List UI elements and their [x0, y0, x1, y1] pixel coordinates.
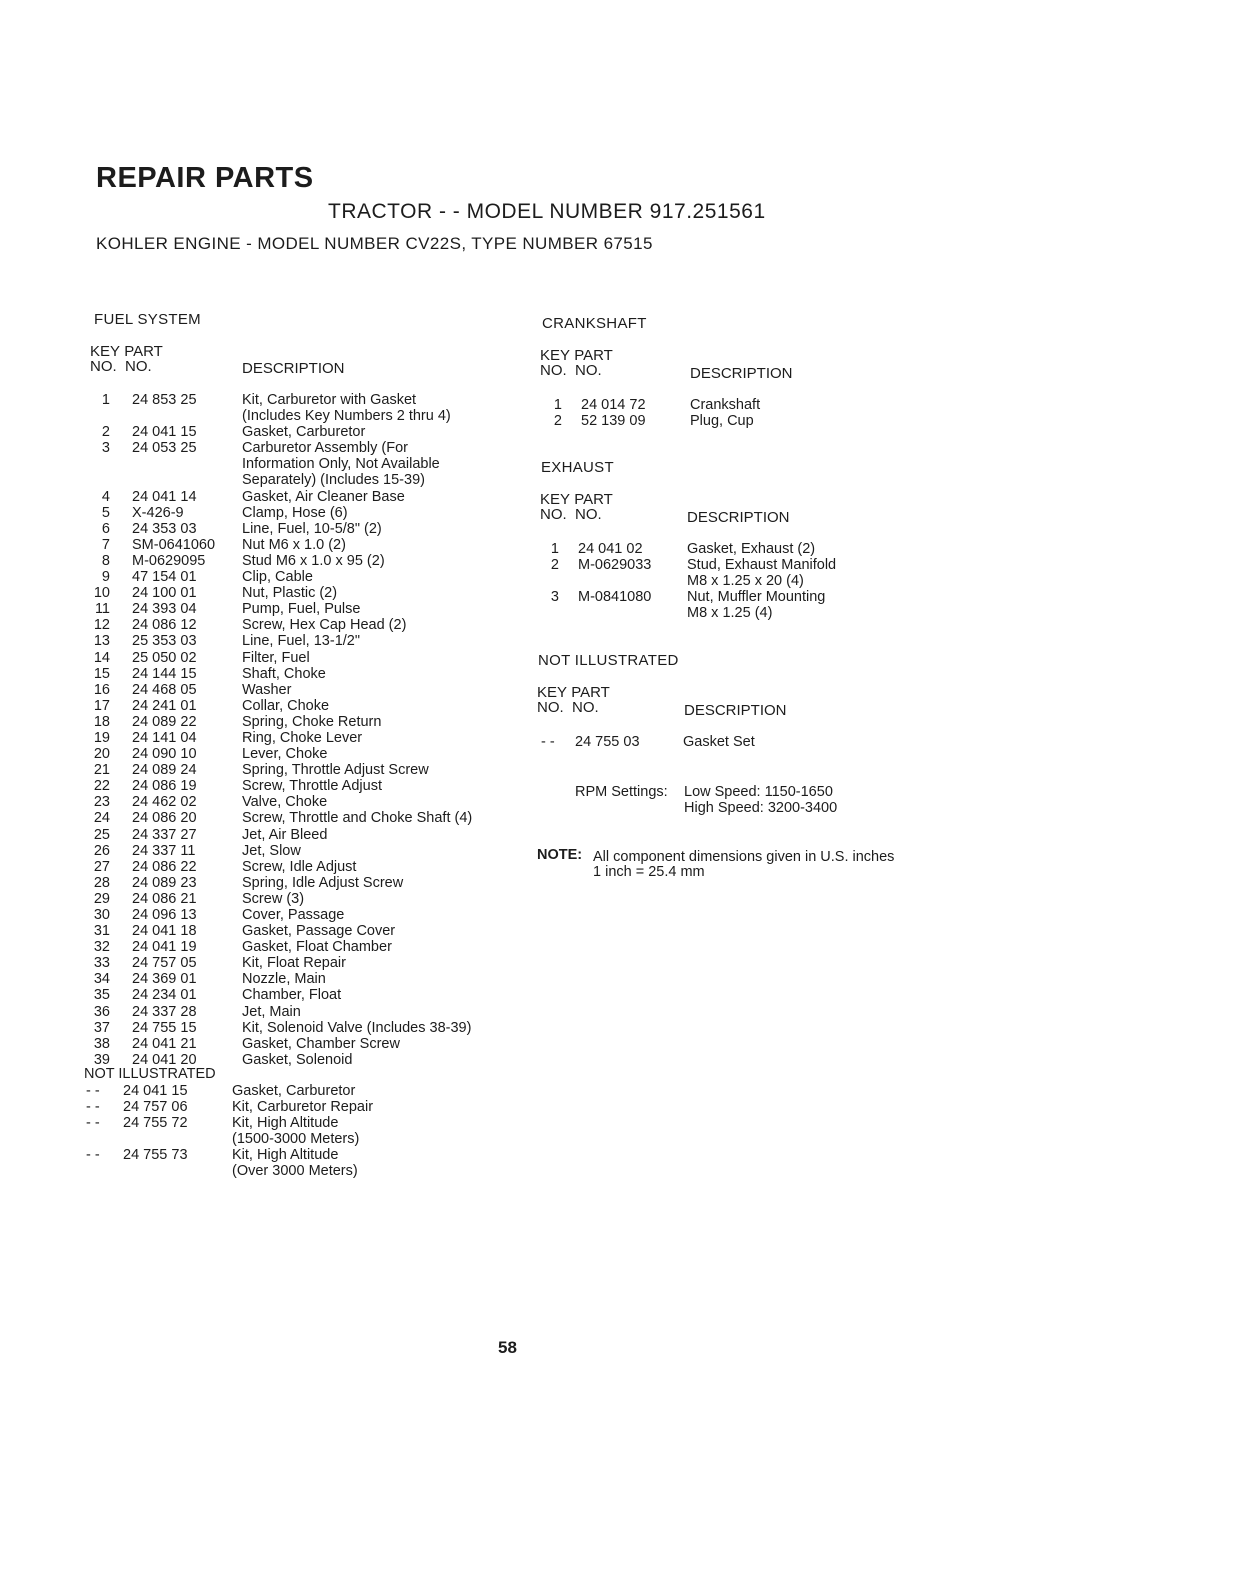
rpm-settings-label: RPM Settings: [575, 784, 668, 800]
part-label: PART [571, 684, 610, 701]
part-number: 24 755 72 [123, 1115, 188, 1132]
part-description: Pump, Fuel, Pulse [242, 601, 361, 618]
key-number: 35 [93, 987, 110, 1004]
part-number: 24 462 02 [132, 794, 197, 811]
key-number: 10 [93, 585, 110, 602]
part-description: Ring, Choke Lever [242, 729, 363, 746]
part-number: 24 755 73 [123, 1147, 188, 1164]
part-row [544, 413, 944, 429]
part-row [92, 392, 522, 408]
part-number: X-426-9 [132, 504, 184, 521]
key-number: 23 [93, 794, 110, 811]
part-row [92, 859, 522, 875]
part-number: 24 144 15 [132, 665, 197, 682]
part-description: Spring, Idle Adjust Screw [242, 874, 404, 891]
part-number: 24 089 23 [132, 874, 197, 891]
part-number: 24 100 01 [132, 585, 197, 602]
part-number: 24 089 24 [132, 762, 197, 779]
key-number: 28 [93, 874, 110, 891]
part-description: Nut, Plastic (2) [242, 585, 338, 602]
rpm-high-speed: High Speed: 3200-3400 [684, 800, 838, 816]
part-number: 24 041 15 [123, 1083, 188, 1099]
part-number: 24 086 22 [132, 858, 197, 875]
part-number: 24 014 72 [581, 397, 646, 413]
part-number: 24 468 05 [132, 681, 197, 698]
key-number: 30 [93, 907, 110, 923]
part-row [92, 907, 522, 923]
part-description: Valve, Choke [242, 794, 328, 811]
part-row [92, 810, 522, 826]
tractor-model-heading: TRACTOR - - MODEL NUMBER 917.251561 [328, 200, 766, 223]
key-number: 13 [93, 633, 110, 650]
part-number: 24 041 19 [132, 939, 197, 956]
part-row [92, 698, 522, 714]
part-row [92, 1004, 522, 1020]
part-label: PART [124, 343, 163, 360]
part-description: Line, Fuel, 10-5/8" (2) [242, 520, 382, 537]
part-number: 24 041 18 [132, 923, 197, 940]
part-row [92, 923, 522, 939]
part-description: Stud M6 x 1.0 x 95 (2) [242, 552, 385, 569]
part-description: Gasket, Passage Cover [242, 923, 396, 940]
part-row [92, 505, 522, 521]
part-description: Plug, Cup [690, 413, 754, 430]
fuel-parts-list [92, 392, 522, 1068]
rpm-low-speed: Low Speed: 1150-1650 [684, 784, 833, 800]
part-description: Spring, Choke Return [242, 713, 382, 730]
right-ni-description-header: DESCRIPTION [684, 702, 787, 719]
part-row [541, 734, 941, 750]
key-number: 24 [93, 810, 110, 827]
key-number: 22 [93, 778, 110, 795]
part-description: Crankshaft [690, 397, 761, 413]
crank-description-header: DESCRIPTION [690, 365, 793, 382]
part-description: Jet, Main [242, 1003, 301, 1020]
part-description: Kit, Float Repair [242, 955, 346, 972]
part-row [92, 714, 522, 730]
key-number: 3 [101, 440, 110, 457]
page-title: REPAIR PARTS [96, 162, 314, 194]
part-number: 24 041 14 [132, 488, 197, 505]
part-row [92, 955, 522, 971]
part-row [92, 1020, 522, 1036]
part-row [541, 573, 941, 589]
part-number: M-0629033 [578, 557, 652, 574]
part-number: 24 041 15 [132, 424, 197, 441]
part-description: Collar, Choke [242, 697, 330, 714]
part-row [86, 1163, 516, 1179]
key-label: KEY [90, 343, 121, 360]
part-label: PART [574, 347, 613, 364]
part-row [92, 424, 522, 440]
key-number: 32 [93, 939, 110, 956]
part-number: 47 154 01 [132, 569, 197, 586]
part-row [92, 746, 522, 762]
key-label: KEY [540, 347, 571, 364]
key-number: 25 [93, 826, 110, 843]
key-number: 4 [101, 488, 110, 505]
no-label: NO. [540, 362, 567, 379]
part-number: 24 241 01 [132, 697, 197, 714]
part-number: 24 041 02 [578, 541, 643, 557]
crank-col-header [540, 348, 613, 378]
part-description: (Includes Key Numbers 2 thru 4) [242, 408, 451, 425]
key-number: 2 [550, 557, 559, 574]
part-row [92, 472, 522, 488]
part-row [92, 987, 522, 1003]
part-row [92, 553, 522, 569]
part-number: 24 086 19 [132, 778, 197, 795]
no-label: NO. [90, 358, 117, 375]
key-number: 39 [93, 1051, 110, 1068]
part-description: Clamp, Hose (6) [242, 504, 348, 521]
key-number: 15 [93, 665, 110, 682]
part-description: Kit, High Altitude [232, 1147, 339, 1164]
part-number: 24 089 22 [132, 713, 197, 730]
part-number: 24 141 04 [132, 729, 197, 746]
part-number: SM-0641060 [132, 536, 216, 553]
part-description: Spring, Throttle Adjust Screw [242, 762, 429, 779]
key-number: 20 [93, 746, 110, 763]
part-number: M-0841080 [578, 589, 652, 606]
part-row [92, 762, 522, 778]
note-conversion: 1 inch = 25.4 mm [593, 864, 705, 880]
key-number: 14 [93, 649, 110, 666]
part-number: 24 090 10 [132, 746, 197, 763]
key-number: 2 [101, 424, 110, 441]
key-label: KEY [540, 491, 571, 508]
part-number: 24 337 28 [132, 1003, 197, 1020]
part-row [92, 875, 522, 891]
part-description: (Over 3000 Meters) [232, 1163, 358, 1180]
page-number: 58 [498, 1338, 517, 1357]
key-label: KEY [537, 684, 568, 701]
part-number: 25 050 02 [132, 649, 197, 666]
part-description: Gasket, Solenoid [242, 1051, 353, 1068]
part-number: 25 353 03 [132, 633, 197, 650]
part-description: Kit, Carburetor Repair [232, 1099, 374, 1116]
part-row [541, 605, 941, 621]
key-number: 18 [93, 713, 110, 730]
part-description: Jet, Air Bleed [242, 826, 328, 843]
part-description: Separately) (Includes 15-39) [242, 472, 425, 489]
part-number: 24 234 01 [132, 987, 197, 1004]
part-number: 24 393 04 [132, 601, 197, 618]
key-number: 1 [101, 392, 110, 408]
key-number: 36 [93, 1003, 110, 1020]
part-row [92, 939, 522, 955]
key-number: 2 [553, 413, 562, 430]
right-not-illustrated-list [541, 734, 941, 750]
part-description: Cover, Passage [242, 907, 345, 923]
part-number: 52 139 09 [581, 413, 646, 430]
note-label: NOTE: [537, 847, 583, 863]
part-description: Gasket Set [683, 734, 755, 750]
part-row [92, 585, 522, 601]
part-description: Nozzle, Main [242, 971, 326, 988]
part-number: 24 337 27 [132, 826, 197, 843]
part-description: Gasket, Exhaust (2) [687, 541, 816, 557]
key-number: 3 [550, 589, 559, 606]
fuel-col-header-key [90, 344, 163, 374]
key-number: - - [86, 1099, 100, 1116]
exhaust-parts-list [541, 541, 941, 621]
key-number: 16 [93, 681, 110, 698]
part-number: 24 755 15 [132, 1019, 197, 1036]
part-description: Carburetor Assembly (For [242, 440, 408, 457]
part-row [92, 730, 522, 746]
part-description: Screw, Idle Adjust [242, 858, 357, 875]
part-row [541, 589, 941, 605]
part-row [92, 971, 522, 987]
part-row [544, 397, 944, 413]
fuel-system-title: FUEL SYSTEM [94, 311, 201, 328]
part-number: 24 041 21 [132, 1035, 197, 1052]
no-label: NO. [540, 506, 567, 523]
part-description: M8 x 1.25 x 20 (4) [687, 573, 804, 590]
part-number: 24 086 21 [132, 890, 197, 907]
key-number: 38 [93, 1035, 110, 1052]
key-number: 9 [101, 569, 110, 586]
part-row [92, 827, 522, 843]
part-description: Chamber, Float [242, 987, 342, 1004]
part-row [92, 666, 522, 682]
part-row [92, 650, 522, 666]
part-description: Stud, Exhaust Manifold [687, 557, 837, 574]
key-number: 17 [93, 697, 110, 714]
no-label: NO. [537, 699, 564, 716]
key-number: 7 [101, 536, 110, 553]
part-row [92, 891, 522, 907]
key-number: 12 [93, 617, 110, 634]
part-description: Filter, Fuel [242, 649, 310, 666]
part-row [92, 778, 522, 794]
key-number: 31 [93, 923, 110, 940]
part-label: PART [574, 491, 613, 508]
part-row [92, 569, 522, 585]
part-number: 24 853 25 [132, 392, 197, 408]
key-number: 6 [101, 520, 110, 537]
part-number: 24 086 20 [132, 810, 197, 827]
part-row [92, 440, 522, 456]
engine-model-heading: KOHLER ENGINE - MODEL NUMBER CV22S, TYPE NUMBER 67515 [96, 234, 653, 253]
not-illustrated-parts-list [86, 1083, 516, 1180]
part-row [541, 541, 941, 557]
part-description: (1500-3000 Meters) [232, 1131, 360, 1148]
part-row [92, 1036, 522, 1052]
right-ni-col-header [537, 685, 610, 715]
part-description: Nut, Muffler Mounting [687, 589, 826, 606]
key-number: 27 [93, 858, 110, 875]
crankshaft-title: CRANKSHAFT [542, 315, 647, 332]
part-row [92, 601, 522, 617]
right-not-illustrated-title: NOT ILLUSTRATED [538, 652, 679, 669]
part-description: Kit, Carburetor with Gasket [242, 392, 417, 408]
part-description: Gasket, Chamber Screw [242, 1035, 400, 1052]
part-description: Screw, Throttle and Choke Shaft (4) [242, 810, 473, 827]
part-row [92, 489, 522, 505]
exhaust-title: EXHAUST [541, 459, 614, 476]
part-number: M-0629095 [132, 552, 206, 569]
no-label-2: NO. [125, 358, 152, 375]
part-row [86, 1099, 516, 1115]
part-number: 24 337 11 [132, 842, 196, 859]
not-illustrated-label: NOT ILLUSTRATED [84, 1066, 216, 1082]
part-description: M8 x 1.25 (4) [687, 605, 773, 622]
part-number: 24 757 06 [123, 1099, 188, 1116]
part-description: Screw (3) [242, 890, 305, 907]
part-description: Gasket, Carburetor [232, 1083, 356, 1099]
key-number: - - [86, 1147, 100, 1164]
part-number: 24 041 20 [132, 1051, 197, 1068]
part-number: 24 369 01 [132, 971, 197, 988]
key-number: - - [541, 734, 555, 750]
part-number: 24 757 05 [132, 955, 197, 972]
part-description: Kit, Solenoid Valve (Includes 38-39) [242, 1019, 472, 1036]
part-description: Line, Fuel, 13-1/2" [242, 633, 360, 650]
part-row [86, 1131, 516, 1147]
part-row [92, 408, 522, 424]
part-description: Gasket, Carburetor [242, 424, 366, 441]
key-number: 5 [101, 504, 110, 521]
key-number: 19 [93, 729, 110, 746]
exhaust-col-header [540, 492, 613, 522]
key-number: 21 [93, 762, 110, 779]
exhaust-description-header: DESCRIPTION [687, 509, 790, 526]
part-description: Clip, Cable [242, 569, 313, 586]
part-description: Information Only, Not Available [242, 456, 440, 473]
part-description: Screw, Hex Cap Head (2) [242, 617, 407, 634]
key-number: - - [86, 1115, 100, 1132]
part-row [92, 794, 522, 810]
part-number: 24 053 25 [132, 440, 197, 457]
part-description: Kit, High Altitude [232, 1115, 339, 1132]
fuel-description-header: DESCRIPTION [242, 360, 345, 377]
part-row [92, 633, 522, 649]
part-row [541, 557, 941, 573]
key-number: 33 [93, 955, 110, 972]
part-description: Gasket, Air Cleaner Base [242, 488, 405, 505]
part-number: 24 096 13 [132, 907, 197, 923]
part-row [86, 1083, 516, 1099]
key-number: 1 [553, 397, 562, 413]
key-number: 1 [550, 541, 559, 557]
part-description: Jet, Slow [242, 842, 301, 859]
part-row [92, 843, 522, 859]
key-number: 11 [94, 601, 110, 618]
part-row [92, 456, 522, 472]
key-number: 26 [93, 842, 110, 859]
key-number: - - [86, 1083, 100, 1099]
part-row [92, 537, 522, 553]
no-label-2: NO. [575, 506, 602, 523]
part-row [92, 521, 522, 537]
key-number: 34 [93, 971, 110, 988]
part-row [86, 1115, 516, 1131]
key-number: 29 [93, 890, 110, 907]
part-row [86, 1147, 516, 1163]
part-number: 24 755 03 [575, 734, 640, 750]
part-number: 24 353 03 [132, 520, 197, 537]
no-label-2: NO. [572, 699, 599, 716]
part-description: Washer [242, 681, 292, 698]
note-text: All component dimensions given in U.S. inches [593, 849, 895, 865]
part-description: Lever, Choke [242, 746, 328, 763]
part-row [92, 682, 522, 698]
part-description: Gasket, Float Chamber [242, 939, 392, 956]
part-row [92, 617, 522, 633]
part-number: 24 086 12 [132, 617, 197, 634]
no-label-2: NO. [575, 362, 602, 379]
part-description: Nut M6 x 1.0 (2) [242, 536, 346, 553]
part-description: Shaft, Choke [242, 665, 326, 682]
crankshaft-parts-list [544, 397, 944, 429]
part-description: Screw, Throttle Adjust [242, 778, 382, 795]
key-number: 37 [93, 1019, 110, 1036]
key-number: 8 [101, 552, 110, 569]
